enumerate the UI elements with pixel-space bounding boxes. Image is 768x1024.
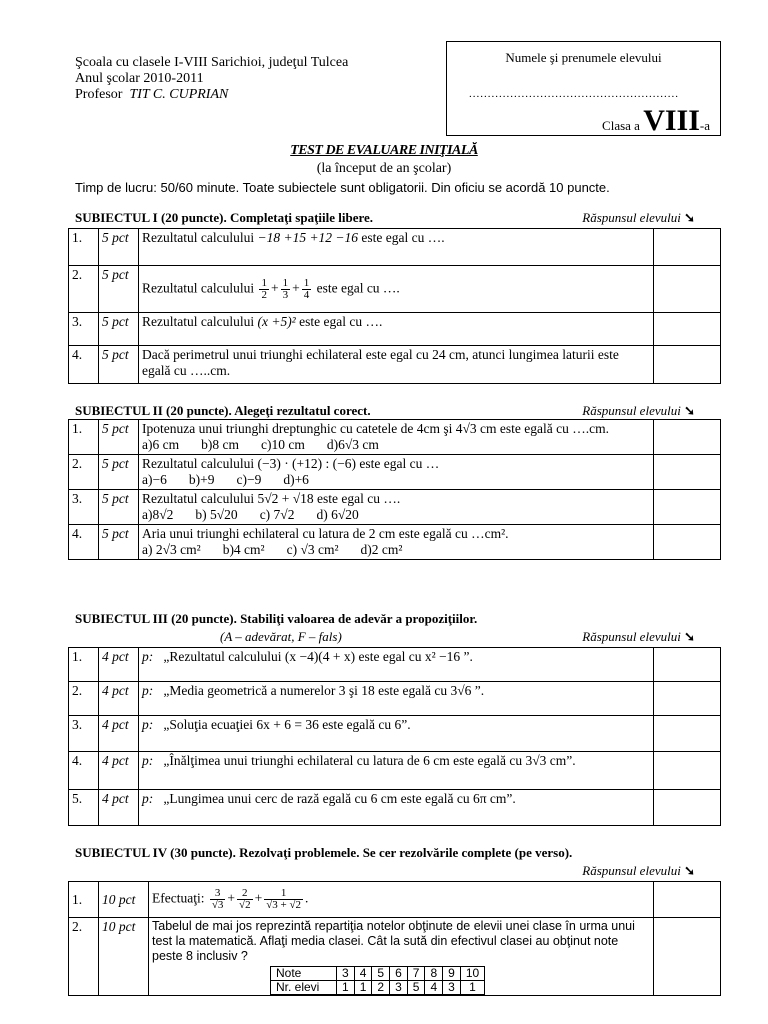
table-row: 1. 5 pct Rezultatul calculului −18 +15 +12 −16 este egal cu …. xyxy=(69,229,721,266)
answer-options: a) 2√3 cm² b)4 cm² c) √3 cm² d)2 cm² xyxy=(142,542,403,557)
table-row: 1. 10 pct Efectuaţi: $\frac{3}{√3}$ + $\frac{2}{√2}$ + $\frac{1}{√3 + √2}$ . xyxy=(69,882,721,918)
answer-cell[interactable] xyxy=(654,648,721,682)
fraction: $\frac{1}{2}$ xyxy=(261,276,267,301)
table-row: 3. 5 pct Rezultatul calculului (x +5)² este egal cu …. xyxy=(69,313,721,346)
question-text: Aria unui triunghi echilateral cu latura de 2 cm este egală cu …cm². a) 2√3 cm² b)4 cm² c) √3 cm² d)2 cm² xyxy=(139,525,654,560)
section-3-legend-line xyxy=(75,629,725,645)
section-3-heading: SUBIECTUL III (20 puncte). Stabiliţi valoarea de adevăr a propoziţiilor. xyxy=(75,611,478,626)
table-row: 2. 5 pct Rezultatul calculului (−3) · (+12) : (−6) este egal cu … a)−6 b)+9 c)−9 d)+6 xyxy=(69,455,721,490)
test-title: TEST DE EVALUARE INIŢIALĂ xyxy=(290,143,478,158)
table-row: 4. 4 pct p: „Înălţimea unui triunghi echilateral cu latura de 6 cm este egală cu 3√3 cm”. xyxy=(69,752,721,790)
student-name-label: Numele şi prenumele elevului xyxy=(505,50,662,65)
answer-label: Răspunsul elevului ➘ xyxy=(582,629,695,644)
school-header xyxy=(75,55,348,103)
answer-label: Răspunsul elevului ➘ xyxy=(582,210,695,225)
table-row: 4. 5 pct Dacă perimetrul unui triunghi echilateral este egal cu 24 cm, atunci lungimea laturii este egală cu …..cm. xyxy=(69,346,721,384)
arrow-right-icon: ➘ xyxy=(684,863,695,878)
question-text: Rezultatul calculului 5√2 + √18 este egal cu …. a)8√2 b) 5√20 c) 7√2 d) 6√20 xyxy=(139,490,654,525)
table-row: 1. 5 pct Ipotenuza unui triunghi dreptunghic cu catetele de 4cm şi 4√3 cm este egală cu ….cm. a)6 cm b)8 cm c)10 cm d)6√3 cm xyxy=(69,420,721,455)
proposition: p: „Lungimea unui cerc de rază egală cu 6 cm este egală cu 6π cm”. xyxy=(139,790,654,826)
answer-cell[interactable] xyxy=(654,346,721,384)
question-text: Rezultatul calculului $\frac{1}{2}$ + $\frac{1}{3}$ + $\frac{1}{4}$ este egal cu …. xyxy=(139,266,654,313)
question-text: Rezultatul calculului (−3) · (+12) : (−6) este egal cu … a)−6 b)+9 c)−9 d)+6 xyxy=(139,455,654,490)
fraction: $\frac{2}{√2}$ xyxy=(239,887,251,911)
answer-cell[interactable] xyxy=(654,455,721,490)
answer-options: a)6 cm b)8 cm c)10 cm d)6√3 cm xyxy=(142,437,379,452)
answer-cell[interactable] xyxy=(654,682,721,716)
answer-cell[interactable] xyxy=(654,313,721,346)
answer-cell[interactable] xyxy=(654,716,721,752)
class-label: Clasa a VIII-a xyxy=(602,104,710,137)
fraction: $\frac{1}{3}$ xyxy=(282,276,289,301)
fraction: $\frac{1}{√3 + √2}$ xyxy=(266,887,301,911)
grades-table xyxy=(270,966,485,995)
arrow-right-icon: ➘ xyxy=(684,210,695,225)
arrow-right-icon: ➘ xyxy=(684,629,695,644)
answer-cell[interactable] xyxy=(654,229,721,266)
answer-cell[interactable] xyxy=(654,882,721,918)
school-name: Şcoala cu clasele I-VIII Sarichioi, judeţul Tulcea xyxy=(75,55,349,70)
answer-label: Răspunsul elevului ➘ xyxy=(582,403,695,418)
teacher-line: Profesor TIT C. CUPRIAN xyxy=(75,87,229,102)
question-text: Ipotenuza unui triunghi dreptunghic cu catetele de 4cm şi 4√3 cm este egală cu ….cm. a)6 cm b)8 cm c)10 cm d)6√3 cm xyxy=(139,420,654,455)
fraction: $\frac{3}{√3}$ xyxy=(211,887,224,911)
fraction: $\frac{1}{4}$ xyxy=(303,276,310,301)
school-year: Anul şcolar 2010-2011 xyxy=(75,71,204,86)
question-text: Dacă perimetrul unui triunghi echilateral este egal cu 24 cm, atunci lungimea laturii este egală cu …..cm. xyxy=(139,346,654,384)
proposition: p: „Soluţia ecuaţiei 6x + 6 = 36 este egală cu 6”. xyxy=(139,716,654,752)
class-number: VIII xyxy=(643,104,700,137)
answer-cell[interactable] xyxy=(654,752,721,790)
instructions: Timp de lucru: 50/60 minute. Toate subiectele sunt obligatorii. Din oficiu se acordă 10 puncte. xyxy=(75,180,610,195)
answer-cell[interactable] xyxy=(654,420,721,455)
table-row: 1. 4 pct p: „Rezultatul calculului (x −4)(4 + x) este egal cu x² −16 ”. xyxy=(69,648,721,682)
arrow-right-icon: ➘ xyxy=(684,403,695,418)
answer-options: a)8√2 b) 5√20 c) 7√2 d) 6√20 xyxy=(142,507,359,522)
proposition: p: „Înălţimea unui triunghi echilateral cu latura de 6 cm este egală cu 3√3 cm”. xyxy=(139,752,654,790)
grades-row-counts: Nr. elevi 1 1 2 3 5 4 3 1 xyxy=(271,981,485,995)
answer-cell[interactable] xyxy=(654,266,721,313)
test-subtitle: (la început de an şcolar) xyxy=(316,161,452,176)
table-row: 3. 4 pct p: „Soluţia ecuaţiei 6x + 6 = 36 este egală cu 6”. xyxy=(69,716,721,752)
section-2-table xyxy=(68,419,721,560)
student-name-box xyxy=(446,41,721,136)
answer-cell[interactable] xyxy=(654,490,721,525)
grades-row-notes: Note 3 4 5 6 7 8 9 10 xyxy=(271,967,485,981)
section-4-table xyxy=(68,881,721,996)
section-1-table xyxy=(68,228,721,384)
section-1-heading: SUBIECTUL I (20 puncte). Completaţi spaţiile libere. Răspunsul elevului ➘ xyxy=(75,210,695,225)
table-row: 5. 4 pct p: „Lungimea unui cerc de rază egală cu 6 cm este egală cu 6π cm”. xyxy=(69,790,721,826)
proposition: p: „Rezultatul calculului (x −4)(4 + x) este egal cu x² −16 ”. xyxy=(139,648,654,682)
answer-options: a)−6 b)+9 c)−9 d)+6 xyxy=(142,472,309,487)
answer-cell[interactable] xyxy=(654,790,721,826)
answer-cell[interactable] xyxy=(654,525,721,560)
table-row: 3. 5 pct Rezultatul calculului 5√2 + √18 este egal cu …. a)8√2 b) 5√20 c) 7√2 d) 6√20 xyxy=(69,490,721,525)
problem-text: Tabelul de mai jos reprezintă repartiţia notelor obţinute de elevii unei clase în urma unui test la matematică. Aflaţi media clasei. Cât la sută din efectivul clasei au obţinut note peste 8 inclusiv ? Note 3 4 5 6 7 8 9 10 Nr. elevi 1 1 2 3 5 4 3 1 xyxy=(149,918,654,996)
question-text: Rezultatul calculului −18 +15 +12 −16 este egal cu …. xyxy=(139,229,654,266)
section-3-table xyxy=(68,647,721,826)
table-row: 2. 10 pct Tabelul de mai jos reprezintă repartiţia notelor obţinute de elevii unei clase în urma unui test la matematică. Aflaţi media clasei. Cât la sută din efectivul clasei au obţinut note peste 8 inclusiv ? Note 3 4 5 6 7 8 9 10 Nr. elevi 1 1 2 3 5 4 3 1 xyxy=(69,918,721,996)
section-2-heading: SUBIECTUL II (20 puncte). Alegeţi rezultatul corect. Răspunsul elevului ➘ xyxy=(75,403,695,418)
problem-text: Efectuaţi: $\frac{3}{√3}$ + $\frac{2}{√2}$ + $\frac{1}{√3 + √2}$ . xyxy=(149,882,654,918)
table-row: 4. 5 pct Aria unui triunghi echilateral cu latura de 2 cm este egală cu …cm². a) 2√3 cm² b)4 cm² c) √3 cm² d)2 cm² xyxy=(69,525,721,560)
student-name-blank[interactable]: ........................................................ xyxy=(469,88,679,100)
teacher-name: TIT C. CUPRIAN xyxy=(129,87,229,102)
table-row: 2. 5 pct Rezultatul calculului $\frac{1}{2}$ + $\frac{1}{3}$ + $\frac{1}{4}$ este egal cu …. xyxy=(69,266,721,313)
section-4-heading: SUBIECTUL IV (30 puncte). Rezolvaţi problemele. Se cer rezolvările complete (pe verso). xyxy=(75,845,573,860)
question-text: Rezultatul calculului (x +5)² este egal cu …. xyxy=(139,313,654,346)
truth-legend: (A – adevărat, F – fals) xyxy=(220,629,342,644)
table-row: 2. 4 pct p: „Media geometrică a numerelor 3 şi 18 este egală cu 3√6 ”. xyxy=(69,682,721,716)
proposition: p: „Media geometrică a numerelor 3 şi 18 este egală cu 3√6 ”. xyxy=(139,682,654,716)
answer-cell[interactable] xyxy=(654,918,721,996)
answer-label: Răspunsul elevului ➘ xyxy=(582,863,695,878)
